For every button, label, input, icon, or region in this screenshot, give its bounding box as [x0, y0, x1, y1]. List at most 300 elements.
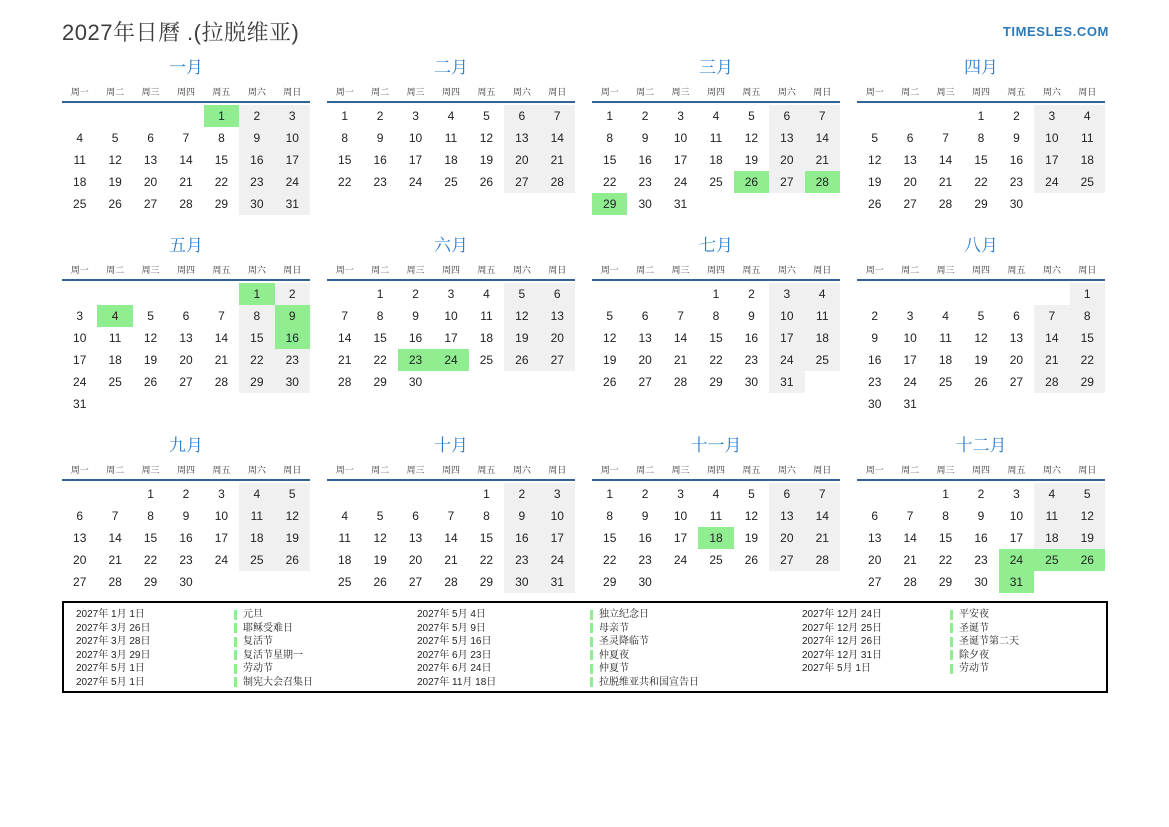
- day-cell: 25: [444, 175, 458, 189]
- month-block: [327, 433, 575, 593]
- holiday-tick-icon: [950, 610, 953, 620]
- weekday-label: 周二: [901, 87, 920, 97]
- day-cell: 3: [540, 483, 575, 505]
- empty-cell: [327, 283, 362, 305]
- day-cell: 30: [974, 575, 988, 589]
- day-cell: 24: [903, 375, 917, 389]
- legend-date: 2027年 5月 1日: [802, 663, 871, 674]
- weekday-label: 周六: [247, 465, 266, 475]
- month-block: [857, 433, 1105, 593]
- weekday-label: 周三: [406, 265, 425, 275]
- empty-cell: [857, 105, 892, 127]
- legend-item: [76, 635, 417, 649]
- day-cell: 12: [275, 505, 310, 527]
- day-cell: 1: [376, 287, 384, 301]
- weekday-label: 周五: [212, 87, 231, 97]
- day-cell: 8: [483, 509, 490, 523]
- day-cell: 26: [373, 575, 387, 589]
- day-cell: 16: [1009, 153, 1024, 167]
- page-title: 2027年日曆 .(拉脱维亚): [62, 20, 300, 45]
- legend-label: 圣灵降临节: [599, 636, 649, 647]
- legend-date: 2027年 5月 4日: [417, 609, 486, 620]
- day-cell: 27: [179, 375, 193, 389]
- weekday-label: 周一: [600, 465, 619, 475]
- holiday-tick-icon: [234, 623, 237, 633]
- day-cell: 6: [147, 131, 154, 145]
- day-cell: 28: [179, 197, 193, 211]
- day-cell: 21: [1034, 349, 1069, 371]
- day-cell: 22: [338, 175, 352, 189]
- empty-cell: [963, 283, 998, 305]
- day-cell: 6: [769, 483, 804, 505]
- day-cell: 2: [182, 487, 190, 501]
- weekday-label: 周六: [512, 87, 531, 97]
- day-cell: 23: [638, 175, 652, 189]
- legend-date: 2027年 5月 16日: [417, 636, 492, 647]
- weekday-header-row: [327, 85, 575, 99]
- weekday-label: 周二: [371, 87, 390, 97]
- weekday-header-row: [857, 85, 1105, 99]
- weekday-label: 周五: [212, 265, 231, 275]
- empty-cell: [999, 283, 1034, 305]
- weekday-label: 周二: [901, 265, 920, 275]
- day-cell: 28: [108, 575, 122, 589]
- day-cell: 14: [214, 331, 229, 345]
- day-cell: 10: [275, 127, 310, 149]
- day-cell: 12: [1070, 505, 1105, 527]
- header-rule: [592, 279, 840, 281]
- legend-column: [76, 608, 417, 691]
- day-cell: 1: [341, 109, 349, 123]
- legend-name: [234, 608, 263, 622]
- month-block: [857, 55, 1105, 215]
- day-cell: 25: [73, 197, 87, 211]
- weekday-header-row: [327, 463, 575, 477]
- day-cell: 23: [744, 353, 759, 367]
- month-title: 一月: [169, 58, 203, 77]
- day-cell: 18: [73, 175, 87, 189]
- day-cell: 28: [338, 375, 352, 389]
- weekday-label: 周二: [901, 465, 920, 475]
- day-cell: 14: [938, 153, 953, 167]
- weekday-label: 周三: [671, 265, 690, 275]
- empty-cell: [892, 105, 927, 127]
- day-grid: [62, 283, 310, 415]
- day-cell: 8: [942, 509, 949, 523]
- day-grid: [62, 483, 310, 593]
- day-cell: 5: [376, 509, 384, 523]
- day-cell: 24: [73, 375, 87, 389]
- day-cell: 13: [868, 531, 882, 545]
- weekday-label: 周一: [600, 265, 619, 275]
- day-cell: 11: [73, 153, 86, 167]
- day-cell: 7: [540, 105, 575, 127]
- day-cell: 15: [338, 153, 352, 167]
- day-cell: 7: [111, 509, 119, 523]
- day-cell: 20: [1009, 353, 1024, 367]
- holiday-day-cell: 1: [239, 283, 274, 305]
- weekday-label: 周三: [141, 265, 160, 275]
- weekday-label: 周五: [1007, 265, 1026, 275]
- empty-cell: [133, 283, 168, 305]
- day-cell: 29: [479, 575, 494, 589]
- day-cell: 18: [1070, 149, 1105, 171]
- holiday-day-cell: 28: [805, 171, 840, 193]
- day-cell: 29: [603, 575, 617, 589]
- day-cell: 2: [275, 283, 310, 305]
- weekday-label: 周日: [283, 265, 302, 275]
- day-cell: 10: [673, 509, 688, 523]
- day-cell: 31: [540, 571, 575, 593]
- holiday-day-cell: 26: [734, 171, 769, 193]
- weekday-label: 周一: [335, 87, 354, 97]
- day-cell: 3: [769, 283, 804, 305]
- day-cell: 20: [638, 353, 652, 367]
- day-grid: [857, 105, 1105, 215]
- day-cell: 1: [712, 287, 720, 301]
- legend-label: 复活节星期一: [243, 649, 303, 661]
- month-title: 十月: [434, 436, 468, 455]
- legend-date: 2027年 3月 29日: [76, 649, 151, 661]
- day-cell: 22: [603, 553, 617, 567]
- legend-label: 劳动节: [959, 663, 989, 674]
- day-cell: 22: [373, 353, 387, 367]
- day-cell: 5: [504, 283, 539, 305]
- legend-column: [802, 608, 1102, 691]
- day-cell: 25: [108, 375, 122, 389]
- day-cell: 3: [906, 309, 914, 323]
- weekday-label: 周日: [813, 265, 832, 275]
- day-cell: 10: [769, 305, 804, 327]
- day-cell: 24: [408, 175, 423, 189]
- day-cell: 29: [239, 371, 274, 393]
- site-link[interactable]: TIMESLES.COM: [1002, 24, 1109, 39]
- weekday-label: 周一: [865, 87, 884, 97]
- day-cell: 26: [479, 175, 494, 189]
- day-cell: 15: [143, 531, 158, 545]
- day-cell: 20: [179, 353, 193, 367]
- month-block: [592, 233, 840, 393]
- legend-label: 元旦: [243, 609, 263, 620]
- weekday-label: 周日: [813, 465, 832, 475]
- legend-date: 2027年 5月 1日: [76, 663, 145, 674]
- month-block: [857, 233, 1105, 415]
- day-cell: 19: [108, 175, 122, 189]
- weekday-label: 周日: [1078, 87, 1097, 97]
- day-cell: 17: [275, 149, 310, 171]
- day-cell: 5: [977, 309, 985, 323]
- day-cell: 10: [540, 505, 575, 527]
- day-grid: [592, 483, 840, 593]
- weekday-label: 周六: [777, 87, 796, 97]
- day-cell: 6: [906, 131, 914, 145]
- legend-item: [802, 662, 1102, 676]
- day-cell: 8: [218, 131, 225, 145]
- holiday-tick-icon: [234, 650, 237, 660]
- holiday-tick-icon: [234, 637, 237, 647]
- day-cell: 28: [805, 549, 840, 571]
- day-cell: 15: [214, 153, 229, 167]
- day-cell: 31: [903, 397, 917, 411]
- day-grid: [327, 483, 575, 593]
- day-cell: 21: [673, 353, 688, 367]
- day-cell: 11: [709, 131, 723, 145]
- day-cell: 26: [504, 349, 539, 371]
- empty-cell: [663, 283, 698, 305]
- holiday-tick-icon: [590, 623, 593, 633]
- day-cell: 5: [483, 109, 490, 123]
- weekday-label: 周一: [865, 465, 884, 475]
- legend-label: 圣诞节: [959, 622, 989, 634]
- legend-name: [234, 649, 303, 663]
- legend-column: [417, 608, 802, 691]
- header-rule: [327, 279, 575, 281]
- day-cell: 4: [483, 287, 490, 301]
- weekday-label: 周五: [742, 87, 761, 97]
- day-cell: 29: [214, 197, 229, 211]
- holiday-tick-icon: [590, 677, 593, 687]
- day-cell: 11: [1034, 505, 1069, 527]
- day-cell: 5: [1070, 483, 1105, 505]
- day-cell: 30: [744, 375, 759, 389]
- day-cell: 8: [147, 509, 154, 523]
- day-cell: 26: [603, 375, 617, 389]
- day-cell: 25: [938, 375, 953, 389]
- empty-cell: [592, 283, 627, 305]
- day-cell: 13: [540, 305, 575, 327]
- legend-date: 2027年 5月 1日: [76, 676, 145, 688]
- day-cell: 18: [479, 331, 494, 345]
- weekday-label: 周日: [283, 87, 302, 97]
- day-cell: 19: [974, 353, 988, 367]
- day-cell: 9: [412, 309, 419, 323]
- day-cell: 16: [504, 527, 539, 549]
- empty-cell: [928, 105, 963, 127]
- day-cell: 3: [412, 109, 419, 123]
- day-cell: 21: [805, 527, 840, 549]
- day-cell: 15: [239, 327, 274, 349]
- holiday-tick-icon: [590, 650, 593, 660]
- header-rule: [62, 479, 310, 481]
- legend-name: [950, 622, 989, 636]
- day-cell: 12: [504, 305, 539, 327]
- legend-item: [76, 649, 417, 663]
- day-cell: 13: [769, 505, 804, 527]
- empty-cell: [857, 283, 892, 305]
- weekday-label: 周日: [548, 265, 567, 275]
- day-cell: 4: [1070, 105, 1105, 127]
- day-cell: 26: [275, 549, 310, 571]
- legend-date: 2027年 12月 25日: [802, 622, 883, 634]
- day-cell: 31: [73, 397, 87, 411]
- day-cell: 16: [744, 331, 759, 345]
- day-cell: 25: [709, 175, 723, 189]
- day-cell: 13: [73, 531, 87, 545]
- legend-label: 拉脱维亚共和国宣告日: [599, 676, 699, 688]
- day-cell: 8: [606, 131, 614, 145]
- day-cell: 11: [338, 531, 351, 545]
- day-cell: 3: [447, 287, 455, 301]
- weekday-header-row: [62, 463, 310, 477]
- day-cell: 24: [673, 175, 688, 189]
- day-cell: 14: [1034, 327, 1069, 349]
- month-block: [62, 433, 310, 593]
- weekday-label: 周日: [1078, 265, 1097, 275]
- weekday-label: 周五: [477, 465, 496, 475]
- day-cell: 23: [275, 349, 310, 371]
- empty-cell: [62, 283, 97, 305]
- legend-date: 2027年 3月 28日: [76, 636, 151, 647]
- day-cell: 27: [540, 349, 575, 371]
- day-cell: 21: [214, 353, 229, 367]
- day-cell: 6: [504, 105, 539, 127]
- day-cell: 21: [444, 553, 458, 567]
- day-cell: 8: [977, 131, 985, 145]
- day-cell: 30: [868, 397, 882, 411]
- day-cell: 16: [974, 531, 988, 545]
- day-cell: 22: [239, 349, 274, 371]
- day-cell: 2: [641, 487, 649, 501]
- day-cell: 10: [1034, 127, 1069, 149]
- day-cell: 26: [108, 197, 122, 211]
- day-cell: 10: [1009, 509, 1024, 523]
- holiday-day-cell: 23: [398, 349, 433, 371]
- day-cell: 19: [373, 553, 387, 567]
- holiday-day-cell: 24: [999, 549, 1034, 571]
- day-cell: 4: [942, 309, 949, 323]
- weekday-label: 周一: [335, 265, 354, 275]
- day-cell: 27: [1009, 375, 1024, 389]
- month-block: [592, 55, 840, 215]
- day-cell: 17: [673, 153, 688, 167]
- day-cell: 23: [504, 549, 539, 571]
- legend-item: [417, 676, 802, 690]
- legend-item: [76, 608, 417, 622]
- day-cell: 28: [1034, 371, 1069, 393]
- day-cell: 18: [108, 353, 122, 367]
- legend-date: 2027年 12月 24日: [802, 609, 883, 620]
- legend-item: [417, 662, 802, 676]
- day-cell: 30: [408, 375, 423, 389]
- legend-item: [417, 622, 802, 636]
- day-cell: 6: [1013, 309, 1020, 323]
- day-cell: 17: [408, 153, 423, 167]
- holiday-tick-icon: [950, 650, 953, 660]
- day-cell: 8: [606, 509, 614, 523]
- day-cell: 23: [179, 553, 193, 567]
- day-cell: 30: [638, 197, 652, 211]
- day-cell: 22: [143, 553, 158, 567]
- day-cell: 13: [179, 331, 193, 345]
- holiday-tick-icon: [234, 677, 237, 687]
- day-cell: 27: [504, 171, 539, 193]
- day-cell: 12: [974, 331, 988, 345]
- legend-label: 制宪大会召集日: [243, 676, 313, 688]
- holiday-tick-icon: [950, 664, 953, 674]
- day-cell: 14: [444, 531, 458, 545]
- day-cell: 8: [239, 305, 274, 327]
- day-cell: 7: [805, 105, 840, 127]
- day-cell: 28: [673, 375, 688, 389]
- day-cell: 6: [871, 509, 879, 523]
- legend-name: [234, 676, 313, 690]
- day-cell: 5: [147, 309, 154, 323]
- empty-cell: [398, 483, 433, 505]
- day-cell: 23: [239, 171, 274, 193]
- header-rule: [327, 101, 575, 103]
- day-cell: 27: [769, 171, 804, 193]
- legend-date: 2027年 11月 18日: [417, 676, 497, 688]
- day-cell: 14: [805, 505, 840, 527]
- month-block: [62, 55, 310, 215]
- weekday-header-row: [857, 263, 1105, 277]
- day-cell: 22: [1070, 349, 1105, 371]
- legend-item: [802, 649, 1102, 663]
- weekday-header-row: [62, 85, 310, 99]
- day-cell: 2: [376, 109, 384, 123]
- legend-name: [234, 662, 273, 676]
- weekday-label: 周二: [371, 265, 390, 275]
- month-title: 八月: [964, 236, 998, 255]
- day-cell: 2: [504, 483, 539, 505]
- weekday-label: 周三: [671, 465, 690, 475]
- day-cell: 15: [938, 531, 953, 545]
- day-cell: 27: [903, 197, 917, 211]
- day-cell: 9: [376, 131, 384, 145]
- day-cell: 16: [373, 153, 387, 167]
- empty-cell: [327, 483, 362, 505]
- day-grid: [327, 105, 575, 193]
- day-cell: 4: [1034, 483, 1069, 505]
- day-cell: 21: [903, 553, 917, 567]
- day-cell: 7: [341, 309, 349, 323]
- day-cell: 16: [408, 331, 423, 345]
- day-cell: 10: [73, 331, 87, 345]
- day-cell: 13: [408, 531, 423, 545]
- legend-label: 劳动节: [243, 663, 273, 674]
- weekday-label: 周三: [936, 465, 955, 475]
- day-grid: [592, 105, 840, 215]
- day-cell: 6: [769, 105, 804, 127]
- day-cell: 16: [868, 353, 882, 367]
- legend-label: 复活节: [243, 636, 273, 647]
- day-grid: [592, 283, 840, 393]
- day-cell: 22: [603, 175, 617, 189]
- month-block: [327, 55, 575, 193]
- legend-label: 除夕夜: [959, 649, 989, 661]
- weekday-label: 周五: [1007, 465, 1026, 475]
- day-cell: 9: [641, 509, 649, 523]
- day-cell: 22: [974, 175, 988, 189]
- day-cell: 24: [673, 553, 688, 567]
- day-cell: 2: [871, 309, 879, 323]
- day-cell: 12: [744, 131, 759, 145]
- day-cell: 2: [977, 487, 985, 501]
- day-cell: 10: [673, 131, 688, 145]
- empty-cell: [892, 283, 927, 305]
- day-cell: 3: [1034, 105, 1069, 127]
- day-cell: 23: [974, 553, 988, 567]
- day-cell: 12: [603, 331, 617, 345]
- day-cell: 19: [744, 153, 759, 167]
- legend-name: [590, 676, 699, 690]
- day-cell: 28: [540, 171, 575, 193]
- holiday-tick-icon: [234, 664, 237, 674]
- day-cell: 11: [239, 505, 274, 527]
- day-cell: 2: [641, 109, 649, 123]
- day-cell: 15: [479, 531, 494, 545]
- months-grid: [62, 55, 1169, 593]
